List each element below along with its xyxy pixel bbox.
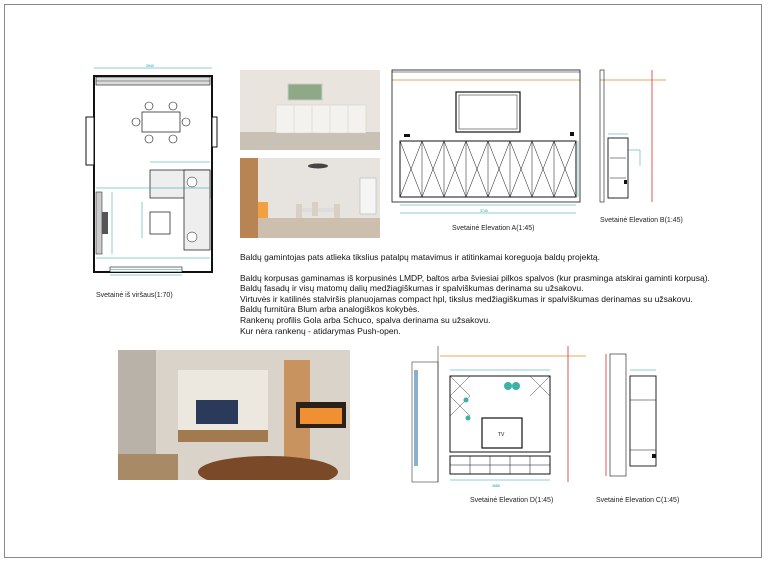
- notes-line: Baldų fasadų ir visų matomų dalių medžiagiškumas ir spalviškumas derinama su užsakovu.: [240, 283, 584, 294]
- elevation-c-drawing: [600, 350, 672, 480]
- tv-label: TV: [498, 432, 505, 438]
- elev-a-width-dimension: 3740: [480, 209, 488, 213]
- render-photo-dining: [240, 158, 380, 238]
- render-photo-wall-unit: [240, 70, 380, 150]
- notes-line: Kur nėra rankenų - atidarymas Push-open.: [240, 325, 401, 336]
- elevation-b-drawing: [596, 66, 672, 216]
- elev-d-width-dimension: 3685: [492, 484, 500, 488]
- render-photo-living-room: [118, 350, 350, 480]
- notes-line: Baldų korpusas gaminamas iš korpusinės LMDP, baltos arba šviesiai pilkos spalvos (kur prasminga atskirai gaminti korpusą).: [240, 272, 710, 283]
- plan-caption: Svetainė iš viršaus(1:70): [96, 292, 173, 299]
- design-notes: [240, 252, 760, 336]
- elevation-a-drawing: [388, 66, 588, 220]
- elev-d-caption: Svetainė Elevation D(1:45): [470, 497, 554, 504]
- notes-line: Baldų furnitūra Blum arba analogiškos kokybės.: [240, 304, 420, 315]
- elev-a-caption: Svetainė Elevation A(1:45): [452, 225, 535, 232]
- notes-line: Rankenų profilis Gola arba Schuco, spalva derinama su užsakovu.: [240, 314, 491, 325]
- notes-intro: Baldų gamintojas pats atlieka tikslius patalpų matavimus ir atitinkamai koreguoja baldų projektą.: [240, 252, 601, 262]
- elev-b-caption: Svetainė Elevation B(1:45): [600, 217, 683, 224]
- notes-line: Virtuvės ir katilinės stalviršis planuojamas compact hpl, tikslus medžiagiškumas ir spalviškumas derinamas su užsakovu.: [240, 293, 693, 304]
- elev-c-caption: Svetainė Elevation C(1:45): [596, 497, 680, 504]
- floor-plan-drawing: [82, 62, 222, 284]
- plan-width-dimension: 3940: [146, 64, 154, 68]
- elevation-d-drawing: [410, 340, 586, 490]
